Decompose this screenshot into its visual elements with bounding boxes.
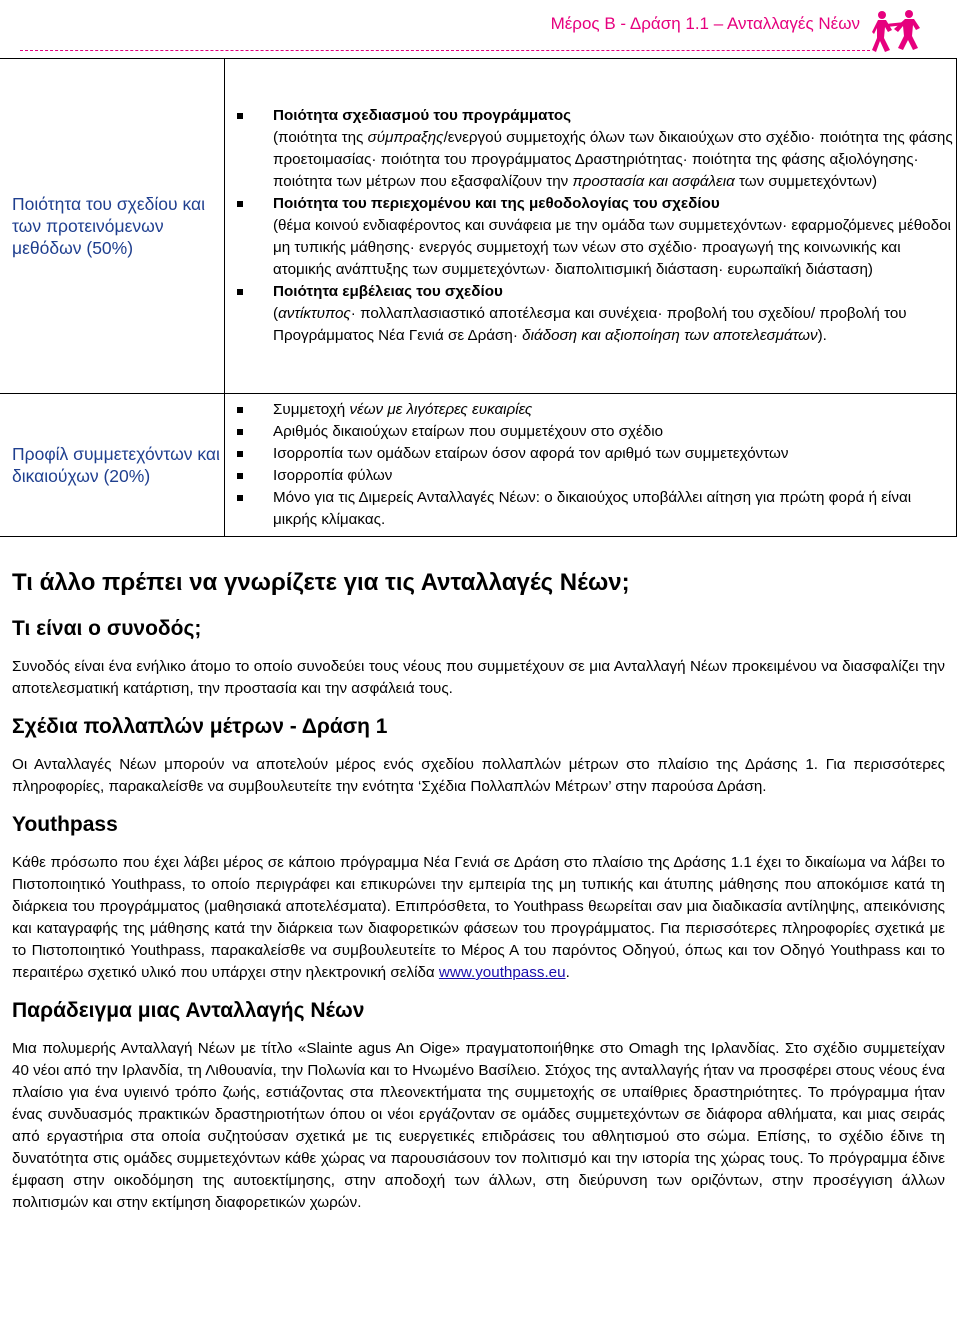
item-text: · πολλαπλασιαστικό αποτέλεσμα και συνέχεια· προβολή του σχεδίου/ προβολή του Προγράμματος Νέα Γενιά σε Δράση· bbox=[273, 305, 907, 344]
item-title: Ποιότητα του περιεχομένου και της μεθοδολογίας του σχεδίου bbox=[273, 195, 720, 212]
item-text: Συμμετοχή bbox=[273, 401, 350, 418]
item-text-italic: προστασία και ασφάλεια bbox=[572, 173, 735, 190]
list-item bbox=[273, 399, 956, 421]
document-body bbox=[12, 568, 945, 1228]
multi-measure-text: Οι Ανταλλαγές Νέων μπορούν να αποτελούν μέρος ενός σχεδίου πολλαπλών μέτρων στο πλαίσιο της Δράσης 1. Για περισσότερες πληροφορίες, παρακαλείσθε να συμβουλευτείτε την ενότητα ‘Σχέδια Πολλαπλών Μέτρων’ στην παρούσα Δράση. bbox=[12, 756, 945, 795]
criterion-label-profile: Προφίλ συμμετεχόντων και δικαιούχων (20%) bbox=[0, 394, 225, 537]
list-item bbox=[273, 487, 956, 531]
page-header bbox=[20, 10, 870, 51]
example-text: Μια πολυμερής Ανταλλαγή Νέων με τίτλο «Slainte agus An Oige» πραγματοποιήθηκε στο Omagh της Ιρλανδίας. Στο σχέδιο συμμετείχαν 40 νέοι από την Ιρλανδία, τη Λιθουανία, την Πολωνία και το Ηνωμένο Βασίλειο. Στόχος της ανταλλαγής ήταν να προσφέρει στους νέους ένα πλαίσιο για ένα υγιεινό τρόπο ζωής, εστιάζοντας στα πλεονεκτήματα της συμμετοχής σε υπαίθριες δραστηριότητες. Το πρόγραμμα ήταν ένας συνδυασμός πρακτικών δραστηριοτήτων όπου οι νέοι εργάζονταν σε ομάδες συμμετεχόντων σε διάφορα αθλήματα, και μιας σειράς από εργαστήρια στα οποία συζητούσαν σχετικά με τις ευεργετικές επιδράσεις του αθλητισμού στο σώμα. Επίσης, το σχέδιο έδινε τη δυνατότητα στις ομάδες συμμετεχόντων κάθε χώρας να παρουσιάσουν τον πολιτισμό και την ιστορία της χώρας τους. Το πρόγραμμα έδινε έμφαση στην οικοδόμηση της αυτοεκτίμησης, στην αποδοχή των άλλων, στη διεύρυνση των οριζόντων, στην προσέγγιση άλλων πολιτισμών και στην εκτίμηση διαφορετικών χωρών. bbox=[12, 1040, 945, 1211]
item-title: Ποιότητα σχεδιασμού του προγράμματος bbox=[273, 107, 572, 124]
item-title: Ποιότητα εμβέλειας του σχεδίου bbox=[273, 283, 503, 300]
item-text: ( bbox=[273, 305, 279, 322]
item-text: (θέμα κοινού ενδιαφέροντος και συνάφεια με την ομάδα των συμμετεχόντων· εφαρμοζόμενες μέθοδοι μη τυπικής μάθησης· ενεργός συμμετοχή των νέων στο σχέδιο· προαγωγή της κοινωνικής και ατομικής ανάπτυξης των συμμετεχόντων· διαπολιτισμική διάσταση· ευρωπαϊκή διάσταση) bbox=[273, 217, 951, 278]
item-text: Αριθμός δικαιούχων εταίρων που συμμετέχουν στο σχέδιο bbox=[273, 423, 664, 440]
criterion-details-quality bbox=[225, 59, 957, 394]
youth-program-logo-icon bbox=[872, 8, 922, 54]
item-text: ). bbox=[817, 327, 827, 344]
item-text: Ισορροπία των ομάδων εταίρων όσον αφορά τον αριθμό των συμμετεχόντων bbox=[273, 445, 789, 462]
youthpass-paragraph bbox=[12, 852, 945, 984]
multi-measure-heading: Σχέδια πολλαπλών μέτρων - Δράση 1 bbox=[12, 715, 388, 738]
item-text-italic: διάδοση και αξιοποίηση των αποτελεσμάτων bbox=[522, 327, 818, 344]
companion-heading: Τι είναι ο συνοδός; bbox=[12, 617, 202, 640]
list-item bbox=[273, 443, 956, 465]
youthpass-link[interactable]: www.youthpass.eu bbox=[438, 964, 566, 981]
criterion-details-profile bbox=[225, 394, 957, 537]
item-text: των συμμετεχόντων) bbox=[734, 173, 878, 190]
example-heading: Παράδειγμα μιας Ανταλλαγής Νέων bbox=[12, 999, 365, 1022]
list-item bbox=[273, 193, 956, 281]
evaluation-criteria-table bbox=[0, 58, 957, 537]
item-text-italic: νέων με λιγότερες ευκαιρίες bbox=[349, 401, 533, 418]
item-text: Ισορροπία φύλων bbox=[273, 467, 393, 484]
header-title: Μέρος Β - Δράση 1.1 – Ανταλλαγές Νέων bbox=[550, 14, 860, 33]
youthpass-text-end: . bbox=[565, 964, 570, 981]
youthpass-heading: Youthpass bbox=[12, 813, 118, 836]
list-item bbox=[273, 421, 956, 443]
item-text: (ποιότητα της bbox=[273, 129, 368, 146]
item-text: Μόνο για τις Διμερείς Ανταλλαγές Νέων: ο δικαιούχος υποβάλλει αίτηση για πρώτη φορά ή είναι μικρής κλίμακας. bbox=[273, 489, 912, 528]
list-item bbox=[273, 465, 956, 487]
youthpass-text: Κάθε πρόσωπο που έχει λάβει μέρος σε κάποιο πρόγραμμα Νέα Γενιά σε Δράση στο πλαίσιο της Δράσης 1.1 έχει το δικαίωμα να λάβει το Πιστοποιητικό Youthpass, το οποίο περιγράφει και επικυρώνει την εμπειρία της μη τυπικής και άτυπης μάθησης που αποκόμισε κατά τη διάρκεια του προγράμματος (μαθησιακά αποτελέσματα). Επιπρόσθετα, το Youthpass θεωρείται σαν μια διαδικασία αντίληψης, απεικόνισης και καταγραφής της μάθησης κατά την διάρκεια των διαφορετικών φάσεων του προγράμματος. Για περισσότερες πληροφορίες σχετικά με το Πιστοποιητικό Youthpass, παρακαλείσθε να συμβουλευτείτε το Μέρος Α του παρόντος Οδηγού, όπως και τον Οδηγό Youthpass και το περαιτέρω σχετικό υλικό που υπάρχει στην ηλεκτρονική σελίδα bbox=[12, 854, 945, 981]
main-heading: Τι άλλο πρέπει να γνωρίζετε για τις Ανταλλαγές Νέων; bbox=[12, 569, 630, 596]
list-item bbox=[273, 105, 956, 193]
item-text-italic: σύμπραξης bbox=[367, 129, 444, 146]
item-text: /ενεργού συμμετοχής όλων των δικαιούχων στο σχέδιο· ποιότητα της φάσης προετοιμασίας· ποιότητα του προγράμματος Δραστηριότητας· ποιότητα της φάσης αξιολόγησης· ποιότητα των μέτρων που εξασφαλίζουν την bbox=[273, 129, 953, 190]
companion-text: Συνοδός είναι ένα ενήλικο άτομο το οποίο συνοδεύει τους νέους που συμμετέχουν σε μια Ανταλλαγή Νέων προκειμένου να διασφαλίζει την αποτελεσματική κατάρτιση, την προστασία και την ασφάλειά τους. bbox=[12, 658, 945, 697]
criterion-label-quality: Ποιότητα του σχεδίου και των προτεινόμενων μεθόδων (50%) bbox=[0, 59, 225, 394]
item-text-italic: αντίκτυπος bbox=[278, 305, 351, 322]
list-item bbox=[273, 281, 956, 347]
